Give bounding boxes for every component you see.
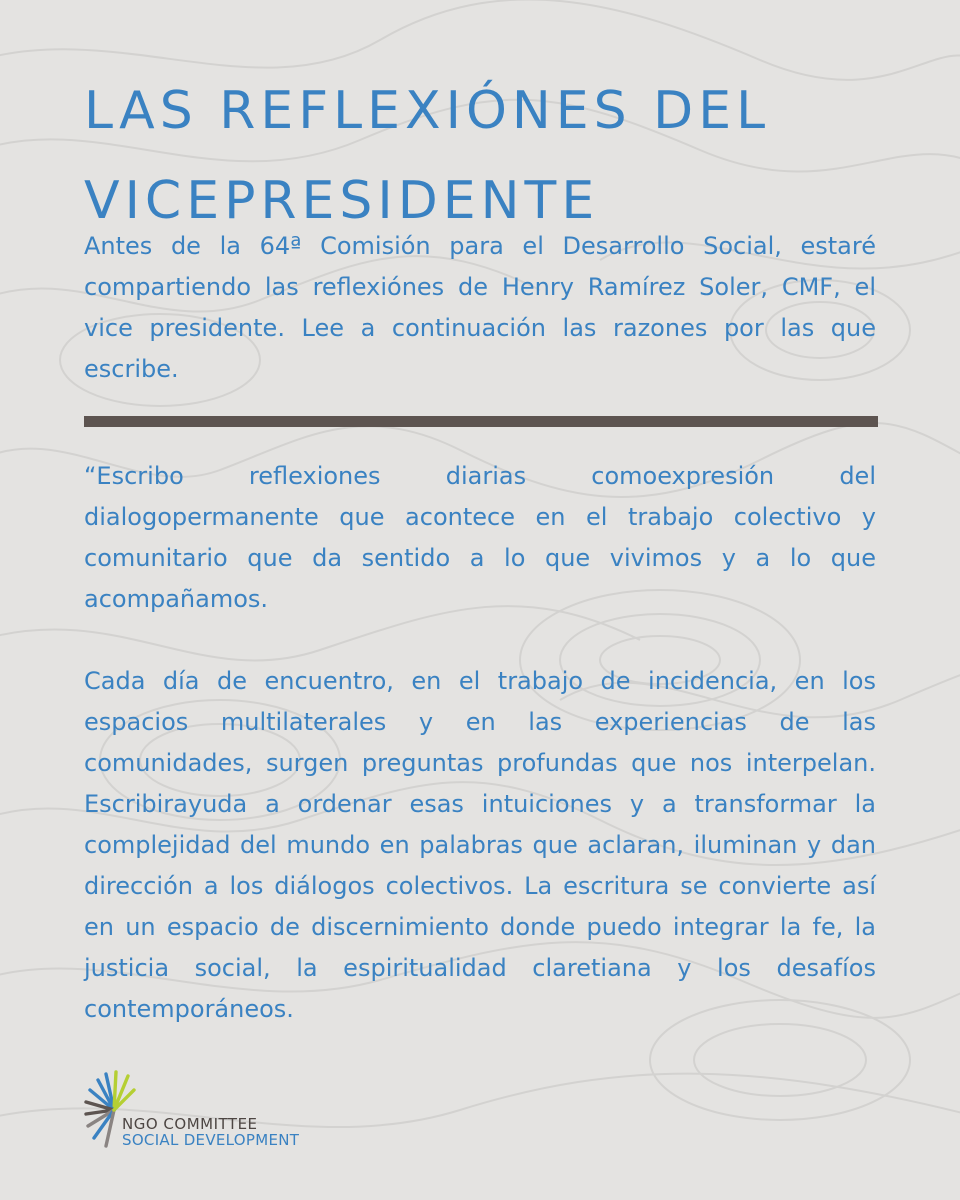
quote-paragraph-1: “Escribo reflexiones diarias comoexpresión del dialogopermanente que acontece en el trabajo colectivo y comunitario que da sentido a lo que vivimos y a lo que acompañamos. xyxy=(84,462,876,613)
title-line-1: LAS REFLEXIÓNES DEL xyxy=(84,81,771,141)
intro-paragraph: Antes de la 64ª Comisión para el Desarrollo Social, estaré compartiendo las reflexiónes de Henry Ramírez Soler, CMF, el vice presidente. Lee a continuación las razones por las que escribe. xyxy=(84,232,876,383)
ngo-committee-logo xyxy=(84,1068,324,1154)
quote-block xyxy=(84,456,876,1030)
quote-paragraph-2: Cada día de encuentro, en el trabajo de incidencia, en los espacios multilaterales y en las experiencias de las comunidades, surgen preguntas profundas que nos interpelan. Escribirayuda a ordenar esas intuiciones y a transformar la complejidad del mundo en palabras que aclaran, iluminan y dan dirección a los diálogos colectivos. La escritura se convierte así en un espacio de discernimiento donde puedo integrar la fe, la justicia social, la espiritualidad claretiana y los desafíos contemporáneos. xyxy=(84,667,876,1023)
title-line-2: VICEPRESIDENTE xyxy=(84,171,600,231)
logo-line-2: SOCIAL DEVELOPMENT xyxy=(122,1131,300,1149)
divider xyxy=(84,416,878,427)
logo-line-1: NGO COMMITTEE xyxy=(122,1115,258,1133)
logo-text xyxy=(122,1116,299,1148)
page-title xyxy=(84,66,884,246)
